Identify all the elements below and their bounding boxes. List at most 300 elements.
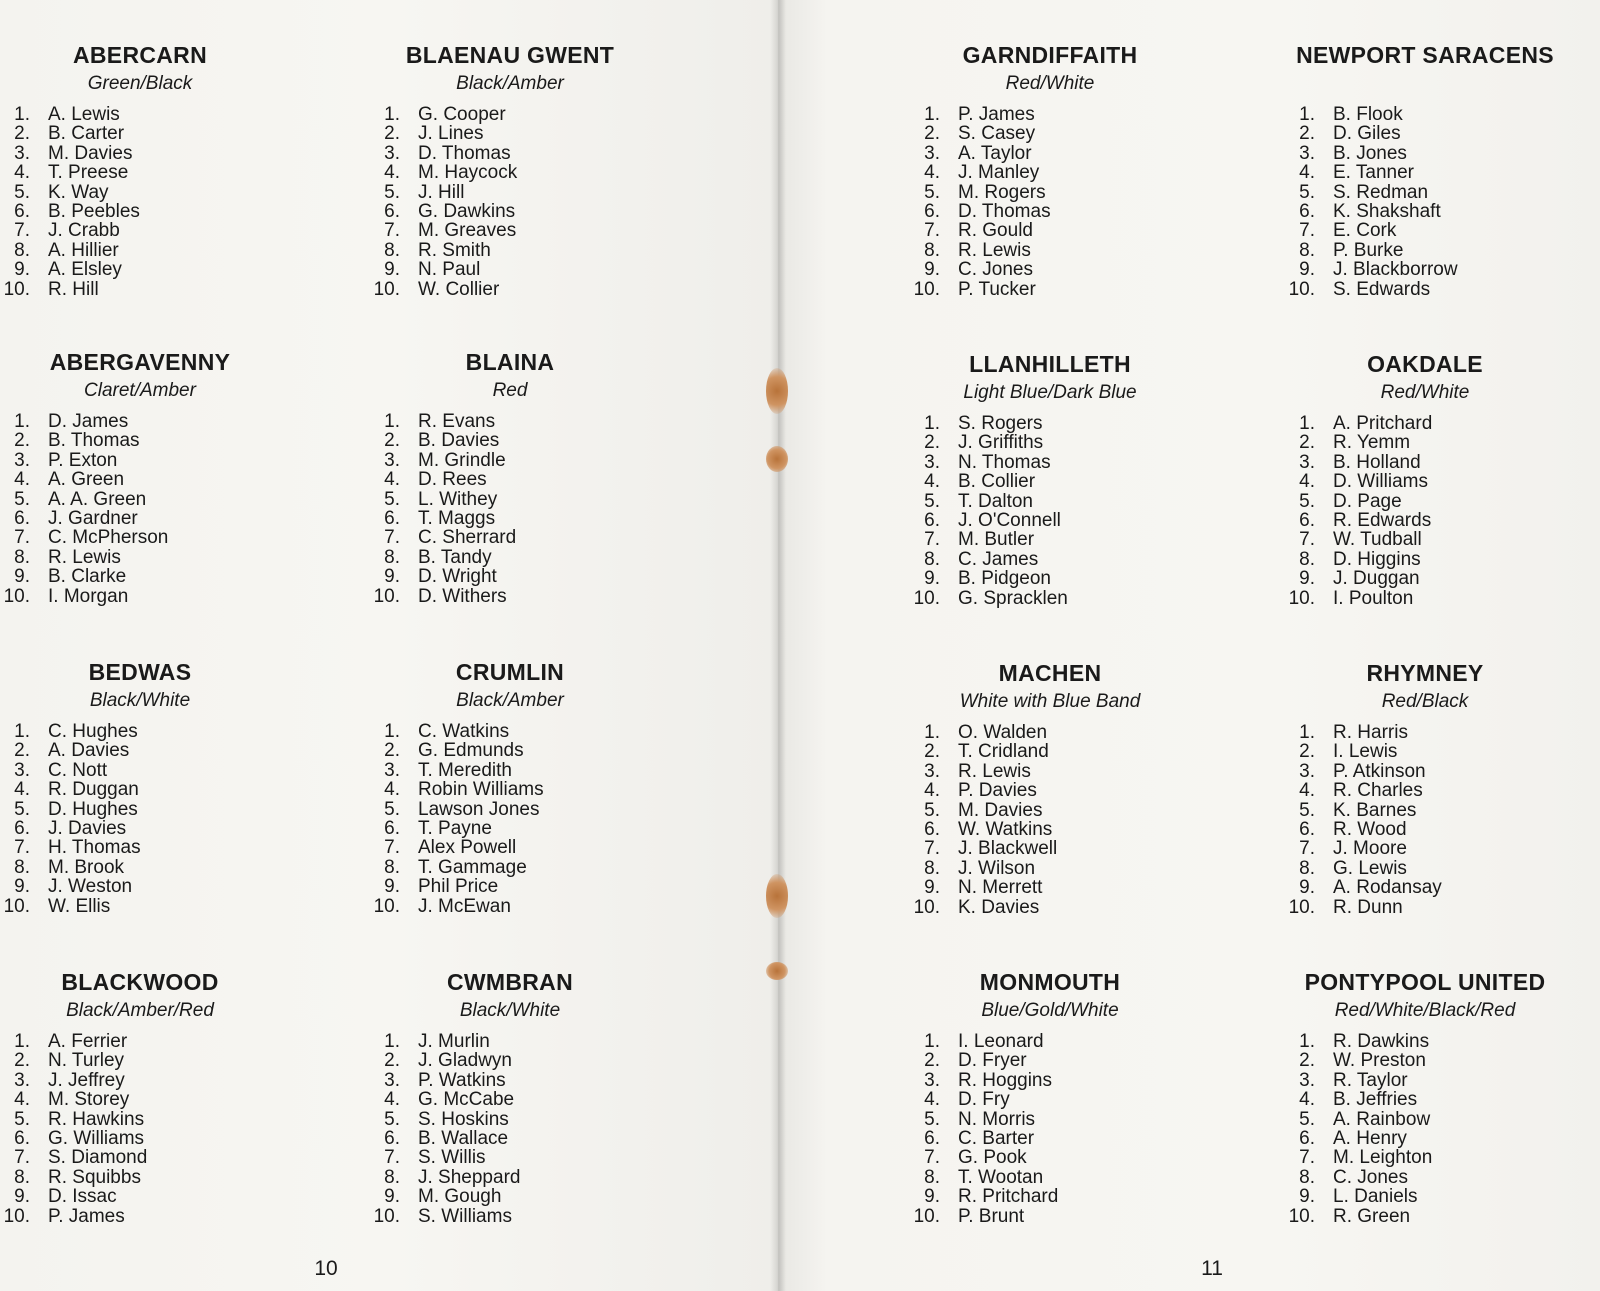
player-name: G. Pook <box>958 1147 1027 1169</box>
player-name: C. Jones <box>1333 1166 1408 1188</box>
player-row <box>360 1110 660 1129</box>
player-row <box>1275 1090 1575 1109</box>
team-abergavenny <box>0 347 290 606</box>
player-row <box>360 780 660 799</box>
player-number: 6. <box>384 200 400 222</box>
player-row <box>900 492 1200 511</box>
team-name: BLACKWOOD <box>61 969 219 995</box>
player-name: J. Duggan <box>1333 568 1420 590</box>
player-number: 1. <box>924 722 940 743</box>
team-bedwas <box>0 657 290 916</box>
player-row <box>1275 183 1575 202</box>
player-number: 7. <box>1299 529 1315 551</box>
player-number: 2. <box>14 740 30 762</box>
player-number: 5. <box>1299 181 1315 203</box>
player-row <box>900 260 1200 279</box>
player-name: T. Wootan <box>958 1166 1044 1188</box>
player-row <box>900 1187 1200 1206</box>
team-name: ABERCARN <box>72 42 207 68</box>
player-name: R. Taylor <box>1333 1069 1408 1091</box>
player-name: A. Davies <box>48 740 130 762</box>
player-number: 8. <box>384 546 400 568</box>
player-name: D. Thomas <box>418 142 511 164</box>
player-name: D. Wright <box>418 566 497 588</box>
player-row <box>1275 1168 1575 1187</box>
player-row <box>900 163 1200 182</box>
player-number: 3. <box>1299 1069 1315 1091</box>
player-number: 8. <box>924 548 940 570</box>
player-number: 7. <box>924 838 940 860</box>
player-number: 8. <box>1299 548 1315 570</box>
player-number: 6. <box>1299 200 1315 222</box>
player-name: A. Green <box>48 469 125 491</box>
player-number: 9. <box>1299 259 1315 281</box>
player-name: T. Cridland <box>958 741 1049 763</box>
player-name: L. Withey <box>418 488 498 510</box>
player-row <box>360 528 660 547</box>
player-row <box>0 1051 290 1070</box>
player-row <box>360 509 660 528</box>
player-name: G. Cooper <box>418 104 506 125</box>
player-number: 4. <box>14 469 30 491</box>
player-number: 9. <box>384 1186 400 1208</box>
player-row <box>360 163 660 182</box>
player-name: N. Turley <box>48 1050 125 1072</box>
player-number: 6. <box>384 817 400 839</box>
player-row <box>0 548 290 567</box>
player-row <box>900 221 1200 240</box>
player-name: B. Peebles <box>48 200 140 222</box>
player-row <box>360 1148 660 1167</box>
player-row <box>1275 472 1575 491</box>
roster <box>900 414 1200 608</box>
player-name: D. Page <box>1333 490 1402 512</box>
player-number: 6. <box>14 817 30 839</box>
player-row <box>1275 1071 1575 1090</box>
player-row <box>0 280 290 299</box>
player-name: B. Flook <box>1333 104 1403 125</box>
player-name: T. Dalton <box>958 490 1033 512</box>
player-row <box>900 723 1200 742</box>
roster <box>360 412 660 606</box>
player-number: 8. <box>384 1166 400 1188</box>
team-cwmbran <box>360 967 660 1226</box>
player-name: A. Ferrier <box>48 1031 128 1052</box>
player-number: 5. <box>14 1108 30 1130</box>
player-name: G. Edmunds <box>418 740 524 762</box>
player-name: R. Edwards <box>1333 509 1432 531</box>
player-number: 8. <box>1299 239 1315 261</box>
player-name: D. Williams <box>1333 471 1428 493</box>
player-number: 4. <box>924 162 940 184</box>
player-row <box>0 897 290 916</box>
team-crumlin <box>360 657 660 916</box>
player-name: R. Pritchard <box>958 1186 1059 1208</box>
player-number: 10. <box>373 895 400 917</box>
player-number: 7. <box>14 527 30 549</box>
player-name: R. Lewis <box>958 760 1031 782</box>
player-number: 7. <box>14 837 30 859</box>
player-number: 9. <box>384 259 400 281</box>
player-number: 3. <box>384 759 400 781</box>
player-name: B. Jones <box>1333 142 1407 164</box>
player-row <box>0 587 290 606</box>
player-number: 1. <box>384 104 400 125</box>
player-number: 1. <box>14 721 30 742</box>
player-number: 1. <box>384 1031 400 1052</box>
player-number: 3. <box>924 760 940 782</box>
player-name: Lawson Jones <box>418 798 540 820</box>
player-row <box>1275 781 1575 800</box>
player-row <box>1275 511 1575 530</box>
player-name: C. Nott <box>48 759 108 781</box>
player-row <box>1275 1148 1575 1167</box>
player-row <box>900 820 1200 839</box>
player-number: 5. <box>14 488 30 510</box>
player-row <box>0 470 290 489</box>
player-row <box>1275 202 1575 221</box>
player-name: R. Lewis <box>48 546 121 568</box>
player-row <box>360 761 660 780</box>
player-name: P. Watkins <box>418 1069 506 1091</box>
player-number: 8. <box>384 856 400 878</box>
player-number: 4. <box>14 779 30 801</box>
team-monmouth <box>900 967 1200 1226</box>
team-colours: Green/Black <box>87 73 193 94</box>
player-row <box>1275 105 1575 124</box>
player-number: 10. <box>3 1205 30 1227</box>
player-number: 2. <box>924 123 940 145</box>
player-number: 3. <box>14 1069 30 1091</box>
player-number: 9. <box>924 877 940 899</box>
player-name: C. James <box>958 548 1039 570</box>
player-row <box>360 451 660 470</box>
team-garndiffaith <box>900 40 1200 299</box>
player-row <box>1275 1032 1575 1051</box>
team-name: OAKDALE <box>1367 351 1483 377</box>
player-row <box>360 105 660 124</box>
player-name: A. Henry <box>1333 1127 1407 1149</box>
player-name: G. Dawkins <box>418 200 516 222</box>
player-name: O. Walden <box>958 722 1048 743</box>
player-name: J. Wilson <box>958 857 1036 879</box>
player-name: T. Payne <box>418 817 492 839</box>
player-row <box>1275 530 1575 549</box>
team-colours: Blue/Gold/White <box>981 1000 1119 1021</box>
player-row <box>900 801 1200 820</box>
player-name: D. Issac <box>48 1186 117 1208</box>
player-number: 4. <box>14 162 30 184</box>
player-number: 9. <box>14 876 30 898</box>
player-row <box>360 897 660 916</box>
player-number: 3. <box>1299 760 1315 782</box>
player-name: D. James <box>48 411 129 432</box>
player-row <box>900 183 1200 202</box>
player-row <box>1275 492 1575 511</box>
player-name: I. Morgan <box>48 585 129 607</box>
player-number: 10. <box>373 1205 400 1227</box>
team-colours: Black/Amber <box>456 73 564 94</box>
player-number: 9. <box>384 566 400 588</box>
player-row <box>900 742 1200 761</box>
player-row <box>0 1071 290 1090</box>
player-number: 3. <box>924 1069 940 1091</box>
staple-mark-bottom-outer <box>766 874 788 918</box>
player-row <box>900 511 1200 530</box>
player-name: K. Davies <box>958 896 1040 918</box>
player-row <box>0 260 290 279</box>
team-blackwood <box>0 967 290 1226</box>
player-name: D. Withers <box>418 585 507 607</box>
player-row <box>1275 550 1575 569</box>
player-number: 10. <box>1288 587 1315 609</box>
player-number: 5. <box>14 181 30 203</box>
player-name: K. Barnes <box>1333 799 1417 821</box>
player-name: J. Manley <box>958 162 1040 184</box>
player-number: 6. <box>924 818 940 840</box>
roster <box>360 722 660 916</box>
player-row <box>0 780 290 799</box>
player-number: 5. <box>384 798 400 820</box>
player-number: 10. <box>913 1205 940 1227</box>
player-name: H. Thomas <box>48 837 141 859</box>
player-row <box>900 1090 1200 1109</box>
player-name: P. Atkinson <box>1333 760 1426 782</box>
player-name: R. Lewis <box>958 239 1031 261</box>
roster <box>900 105 1200 299</box>
player-name: D. Fry <box>958 1089 1010 1111</box>
team-colours: Black/White <box>89 690 191 711</box>
player-row <box>900 472 1200 491</box>
player-row <box>0 741 290 760</box>
player-name: T. Meredith <box>418 759 512 781</box>
player-number: 7. <box>1299 838 1315 860</box>
player-name: J. Lines <box>418 123 484 145</box>
player-row <box>900 1168 1200 1187</box>
player-number: 2. <box>384 123 400 145</box>
player-name: R. Squibbs <box>48 1166 141 1188</box>
player-number: 8. <box>924 1166 940 1188</box>
player-name: B. Carter <box>48 123 125 145</box>
player-row <box>360 280 660 299</box>
player-row <box>900 839 1200 858</box>
player-row <box>1275 839 1575 858</box>
player-row <box>360 1168 660 1187</box>
player-row <box>1275 144 1575 163</box>
player-name: J. Sheppard <box>418 1166 521 1188</box>
player-number: 5. <box>384 181 400 203</box>
team-colours: Red/White/Black/Red <box>1334 1000 1516 1021</box>
team-blaenau-gwent <box>360 40 660 299</box>
player-name: C. McPherson <box>48 527 169 549</box>
player-row <box>0 124 290 143</box>
player-number: 9. <box>1299 568 1315 590</box>
player-row <box>1275 241 1575 260</box>
player-name: J. Moore <box>1333 838 1407 860</box>
player-row <box>1275 124 1575 143</box>
player-row <box>0 144 290 163</box>
player-number: 2. <box>1299 123 1315 145</box>
player-number: 7. <box>14 1147 30 1169</box>
roster <box>360 1032 660 1226</box>
team-name: LLANHILLETH <box>969 351 1131 377</box>
player-row <box>900 1207 1200 1226</box>
player-row <box>1275 280 1575 299</box>
player-row <box>360 741 660 760</box>
team-blaina <box>360 347 660 606</box>
player-name: I. Leonard <box>958 1031 1044 1052</box>
player-name: S. Casey <box>958 123 1036 145</box>
player-row <box>360 1090 660 1109</box>
player-number: 2. <box>384 740 400 762</box>
player-name: A. Elsley <box>48 259 122 281</box>
player-name: R. Duggan <box>48 779 139 801</box>
player-row <box>900 241 1200 260</box>
player-row <box>0 202 290 221</box>
player-name: M. Grindle <box>418 449 506 471</box>
player-row <box>360 431 660 450</box>
player-number: 10. <box>3 895 30 917</box>
player-row <box>1275 723 1575 742</box>
player-number: 8. <box>1299 1166 1315 1188</box>
player-number: 6. <box>1299 818 1315 840</box>
team-rhymney <box>1275 658 1575 917</box>
player-row <box>1275 414 1575 433</box>
team-name: RHYMNEY <box>1366 660 1484 686</box>
player-row <box>360 587 660 606</box>
player-row <box>1275 1129 1575 1148</box>
player-name: A. Taylor <box>958 142 1032 164</box>
player-name: S. Redman <box>1333 181 1429 203</box>
player-name: P. Tucker <box>958 278 1036 300</box>
player-row <box>360 412 660 431</box>
player-number: 10. <box>373 585 400 607</box>
player-number: 4. <box>924 471 940 493</box>
player-row <box>360 124 660 143</box>
player-name: J. Gladwyn <box>418 1050 512 1072</box>
player-number: 9. <box>14 259 30 281</box>
player-row <box>360 1032 660 1051</box>
player-number: 4. <box>924 1089 940 1111</box>
team-oakdale <box>1275 349 1575 608</box>
player-number: 9. <box>924 1186 940 1208</box>
team-colours <box>1275 70 1575 98</box>
staple-mark-top-outer <box>766 368 788 414</box>
player-name: G. Spracklen <box>958 587 1068 609</box>
player-number: 3. <box>384 449 400 471</box>
player-row <box>900 280 1200 299</box>
player-number: 3. <box>1299 451 1315 473</box>
roster <box>1275 105 1575 299</box>
player-number: 4. <box>384 779 400 801</box>
player-name: J. Weston <box>48 876 133 898</box>
player-row <box>360 183 660 202</box>
player-number: 2. <box>1299 432 1315 454</box>
player-row <box>0 221 290 240</box>
player-number: 9. <box>384 876 400 898</box>
player-row <box>900 550 1200 569</box>
player-row <box>0 838 290 857</box>
player-name: S. Willis <box>418 1147 486 1169</box>
player-row <box>900 781 1200 800</box>
player-name: C. Barter <box>958 1127 1035 1149</box>
player-name: J. Griffiths <box>958 432 1044 454</box>
player-number: 6. <box>924 1127 940 1149</box>
player-row <box>900 453 1200 472</box>
player-name: D. Giles <box>1333 123 1401 145</box>
player-row <box>360 241 660 260</box>
player-number: 6. <box>924 200 940 222</box>
player-number: 5. <box>924 1108 940 1130</box>
player-name: J. Gardner <box>48 507 138 529</box>
staple-mark-top-inner <box>766 446 788 472</box>
player-name: R. Hawkins <box>48 1108 145 1130</box>
player-number: 7. <box>924 1147 940 1169</box>
player-name: N. Merrett <box>958 877 1043 899</box>
player-row <box>360 800 660 819</box>
player-name: M. Gough <box>418 1186 502 1208</box>
player-row <box>1275 163 1575 182</box>
player-name: N. Thomas <box>958 451 1051 473</box>
team-colours: Black/White <box>459 1000 561 1021</box>
player-row <box>900 898 1200 917</box>
player-number: 9. <box>924 259 940 281</box>
team-name: NEWPORT SARACENS <box>1296 42 1554 68</box>
player-row <box>360 1051 660 1070</box>
player-number: 3. <box>1299 142 1315 164</box>
player-number: 2. <box>384 430 400 452</box>
player-row <box>360 567 660 586</box>
player-name: D. Hughes <box>48 798 138 820</box>
player-name: C. Hughes <box>48 721 138 742</box>
player-row <box>900 530 1200 549</box>
player-row <box>0 1187 290 1206</box>
player-name: T. Preese <box>48 162 129 184</box>
roster <box>0 722 290 916</box>
player-row <box>900 762 1200 781</box>
player-number: 2. <box>1299 741 1315 763</box>
player-row <box>900 1110 1200 1129</box>
player-row <box>360 877 660 896</box>
player-name: P. Exton <box>48 449 118 471</box>
player-number: 9. <box>14 1186 30 1208</box>
player-number: 6. <box>14 507 30 529</box>
player-row <box>0 490 290 509</box>
player-name: J. Blackborrow <box>1333 259 1458 281</box>
roster <box>0 105 290 299</box>
player-name: T. Gammage <box>418 856 527 878</box>
player-name: B. Tandy <box>418 546 492 568</box>
player-number: 10. <box>913 278 940 300</box>
page-number-right: 11 <box>1201 1257 1223 1280</box>
player-name: I. Lewis <box>1333 741 1398 763</box>
player-name: M. Brook <box>48 856 125 878</box>
player-number: 2. <box>924 432 940 454</box>
player-number: 2. <box>924 1050 940 1072</box>
player-number: 7. <box>384 527 400 549</box>
player-row <box>360 202 660 221</box>
player-row <box>0 451 290 470</box>
player-name: R. Smith <box>418 239 491 261</box>
roster <box>900 1032 1200 1226</box>
player-row <box>360 260 660 279</box>
player-number: 5. <box>924 799 940 821</box>
team-name: MACHEN <box>998 660 1102 686</box>
player-number: 7. <box>1299 220 1315 242</box>
staple-mark-bottom-inner <box>766 962 788 980</box>
player-name: N. Morris <box>958 1108 1036 1130</box>
player-number: 10. <box>373 278 400 300</box>
